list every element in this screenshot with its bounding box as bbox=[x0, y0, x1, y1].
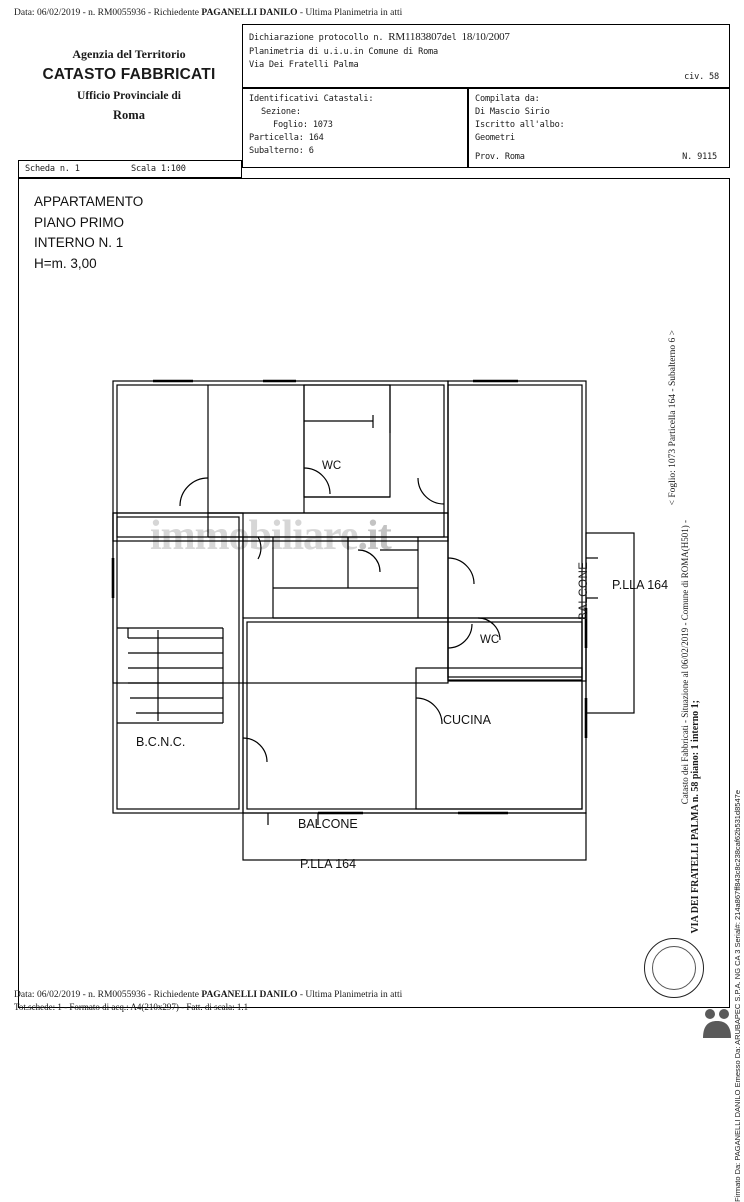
vertical-text-firma: Firmato Da: PAGANELLI DANILO Emesso Da: ARUBAPEC S.P.A. NG CA 3 Serial#: 214a867ff843c8c238caf62b531d8547e bbox=[733, 790, 742, 1202]
compiled-title: Compilata da: bbox=[475, 94, 540, 104]
compiled-n-label: N. bbox=[682, 152, 693, 162]
compiled-n-value: 9115 bbox=[697, 152, 717, 162]
compiled-registration-number bbox=[682, 152, 717, 162]
identifiers-foglio bbox=[249, 119, 461, 132]
footer-suffix: - Ultima Planimetria in atti bbox=[297, 990, 403, 1000]
identifiers-foglio-value: 1073 bbox=[312, 120, 333, 131]
plan-title-line-3: INTERNO N. 1 bbox=[34, 235, 124, 251]
declaration-box bbox=[242, 24, 730, 88]
identifiers-particella-value: 164 bbox=[308, 133, 324, 144]
compiled-name: Di Mascio Sirio bbox=[475, 107, 550, 118]
room-label-balcone-bottom: BALCONE bbox=[298, 817, 358, 831]
identifiers-sezione-label: Sezione: bbox=[261, 107, 301, 118]
agency-line-4: Roma bbox=[113, 107, 145, 122]
scale-label: Scala 1:100 bbox=[131, 164, 186, 174]
footer-requester: PAGANELLI DANILO bbox=[201, 990, 298, 1000]
header-requester: PAGANELLI DANILO bbox=[201, 8, 298, 18]
compiled-by-box bbox=[468, 88, 730, 168]
identifiers-subalterno-value: 6 bbox=[308, 146, 314, 157]
compiled-albo-label: Iscritto all'albo: bbox=[475, 120, 565, 131]
room-label-wc-lower: WC bbox=[480, 634, 500, 646]
identifiers-particella bbox=[249, 132, 461, 145]
declaration-line-2: Planimetria di u.i.u.in Comune di Roma bbox=[249, 47, 439, 58]
digital-signature-seal-icon bbox=[644, 938, 704, 998]
footer-line-1 bbox=[14, 990, 714, 1000]
room-label-cucina: CUCINA bbox=[443, 713, 491, 727]
room-label-bcnc: B.C.N.C. bbox=[136, 735, 186, 749]
watermark-suffix: .it bbox=[357, 513, 391, 559]
floor-plan-drawing bbox=[18, 178, 730, 1008]
compiled-prov: Prov. Roma bbox=[475, 152, 525, 162]
identifiers-particella-label: Particella: bbox=[249, 133, 304, 144]
room-label-balcone-right: BALCONE bbox=[578, 561, 590, 620]
document-footer-strip bbox=[14, 990, 714, 1012]
identifiers-title: Identificativi Catastali: bbox=[249, 94, 374, 104]
parcel-label-right: P.LLA 164 bbox=[612, 578, 669, 592]
header-suffix: - Ultima Planimetria in atti bbox=[297, 8, 403, 18]
vertical-text-via: VIA DEI FRATELLI PALMA n. 58 piano: 1 interno 1; bbox=[690, 700, 701, 934]
watermark-text: immobiliare bbox=[150, 513, 358, 559]
vertical-text-catasto: Catasto dei Fabbricati - Situazione al 06/02/2019 - Comune di ROMA(H501) - bbox=[680, 520, 690, 805]
agency-block bbox=[18, 24, 240, 156]
sheet-number: Scheda n. 1 bbox=[25, 164, 80, 174]
agency-line-3: Ufficio Provinciale di bbox=[77, 90, 181, 103]
declaration-date: 18/10/2007 bbox=[461, 31, 510, 43]
identifiers-foglio-label: Foglio: bbox=[273, 120, 308, 131]
identifiers-subalterno bbox=[249, 145, 461, 158]
vertical-text-foglio: < Foglio: 1073 Particella 164 - Subalterno 6 > bbox=[668, 330, 678, 506]
agency-line-1: Agenzia del Territorio bbox=[72, 47, 186, 61]
declaration-label: Dichiarazione protocollo n. bbox=[249, 33, 384, 43]
compiled-albo-value: Geometri bbox=[475, 133, 515, 144]
identifiers-subalterno-label: Subalterno: bbox=[249, 146, 304, 157]
parcel-label-bottom: P.LLA 164 bbox=[300, 857, 357, 871]
declaration-address: Via Dei Fratelli Palma bbox=[249, 60, 359, 71]
footer-prefix: Data: 06/02/2019 - n. RM0055936 - Richiedente bbox=[14, 990, 202, 1000]
declaration-civic-number: civ. 58 bbox=[684, 72, 719, 82]
declaration-protocol-row bbox=[249, 29, 723, 46]
room-label-wc-upper: WC bbox=[322, 460, 342, 472]
header-prefix: Data: 06/02/2019 - n. RM0055936 - Richiedente bbox=[14, 8, 202, 18]
plan-title-line-1: APPARTAMENTO bbox=[34, 194, 144, 209]
declaration-del: del bbox=[441, 33, 457, 43]
declaration-protocol-number: RM1183807 bbox=[388, 31, 442, 43]
document-header-strip bbox=[14, 8, 730, 18]
logo-icon bbox=[700, 1006, 734, 1042]
agency-line-2: CATASTO FABBRICATI bbox=[42, 66, 216, 84]
plan-title-line-2: PIANO PRIMO bbox=[34, 214, 125, 230]
plan-title-line-4: H=m. 3,00 bbox=[34, 255, 97, 271]
cadastral-identifiers-box bbox=[242, 88, 468, 168]
sheet-scale-box bbox=[18, 160, 242, 178]
footer-line-2: Tot.schede: 1 - Formato di acq.: A4(210x297) - Fatt. di scala: 1.1 bbox=[14, 1002, 249, 1012]
